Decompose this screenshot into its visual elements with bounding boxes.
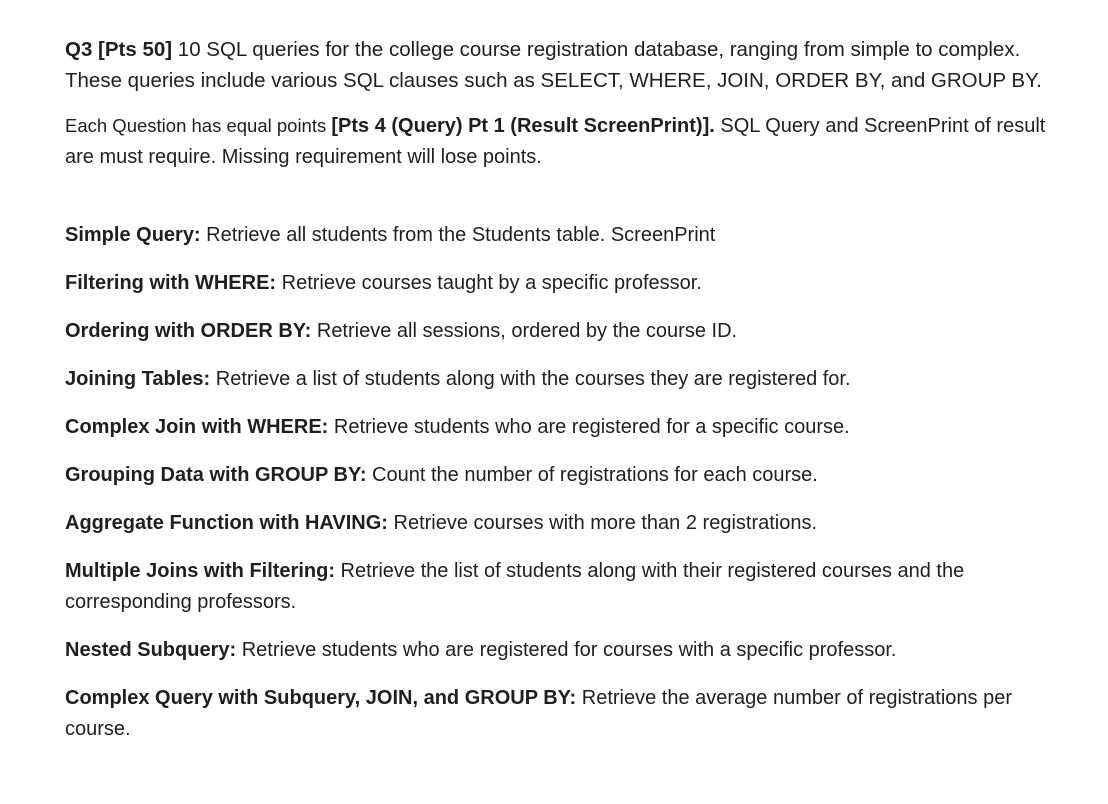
query-item <box>65 556 1048 618</box>
query-description: Retrieve a list of students along with the courses they are registered for. <box>210 368 851 390</box>
query-item <box>65 364 1048 395</box>
query-description: Retrieve students who are registered for a specific course. <box>328 416 850 438</box>
query-description: Retrieve the average number of registrations per course. <box>65 687 1012 740</box>
query-title: Complex Query with Subquery, JOIN, and GROUP BY: <box>65 687 577 709</box>
query-description: Retrieve the list of students along with their registered courses and the corresponding professors. <box>65 560 965 613</box>
points-breakdown: [Pts 4 (Query) Pt 1 (Result ScreenPrint)]. <box>331 115 715 137</box>
points-note <box>65 110 1048 173</box>
query-item <box>65 683 1048 745</box>
query-title: Multiple Joins with Filtering: <box>65 560 335 582</box>
query-title: Grouping Data with GROUP BY: <box>65 464 367 486</box>
query-title: Joining Tables: <box>65 368 211 390</box>
query-item <box>65 412 1048 443</box>
question-label: Q3 [Pts 50] <box>65 38 173 61</box>
points-note-lead: Each Question has equal points <box>65 115 332 136</box>
query-list <box>65 220 1048 745</box>
query-description: Count the number of registrations for each course. <box>366 464 818 486</box>
query-title: Ordering with ORDER BY: <box>65 320 312 342</box>
query-title: Filtering with WHERE: <box>65 272 277 294</box>
query-item <box>65 635 1048 666</box>
question-intro-text: 10 SQL queries for the college course registration database, ranging from simple to complex. These queries include various SQL clauses such as SELECT, WHERE, JOIN, ORDER BY, and GROUP BY. <box>65 38 1042 92</box>
query-description: Retrieve courses taught by a specific professor. <box>276 272 702 294</box>
points-note-rest: SQL Query and ScreenPrint of result are must require. Missing requirement will lose points. <box>65 115 1046 168</box>
query-title: Simple Query: <box>65 224 201 246</box>
query-item <box>65 316 1048 347</box>
query-item <box>65 508 1048 539</box>
query-description: Retrieve all students from the Students table. ScreenPrint <box>200 224 716 246</box>
query-title: Nested Subquery: <box>65 639 237 661</box>
query-item <box>65 220 1048 251</box>
query-description: Retrieve courses with more than 2 registrations. <box>387 512 818 534</box>
query-description: Retrieve all sessions, ordered by the course ID. <box>311 320 738 342</box>
query-title: Complex Join with WHERE: <box>65 416 329 438</box>
query-description: Retrieve students who are registered for courses with a specific professor. <box>236 639 897 661</box>
query-title: Aggregate Function with HAVING: <box>65 512 388 534</box>
question-intro <box>65 34 1048 96</box>
query-item <box>65 460 1048 491</box>
query-item <box>65 268 1048 299</box>
